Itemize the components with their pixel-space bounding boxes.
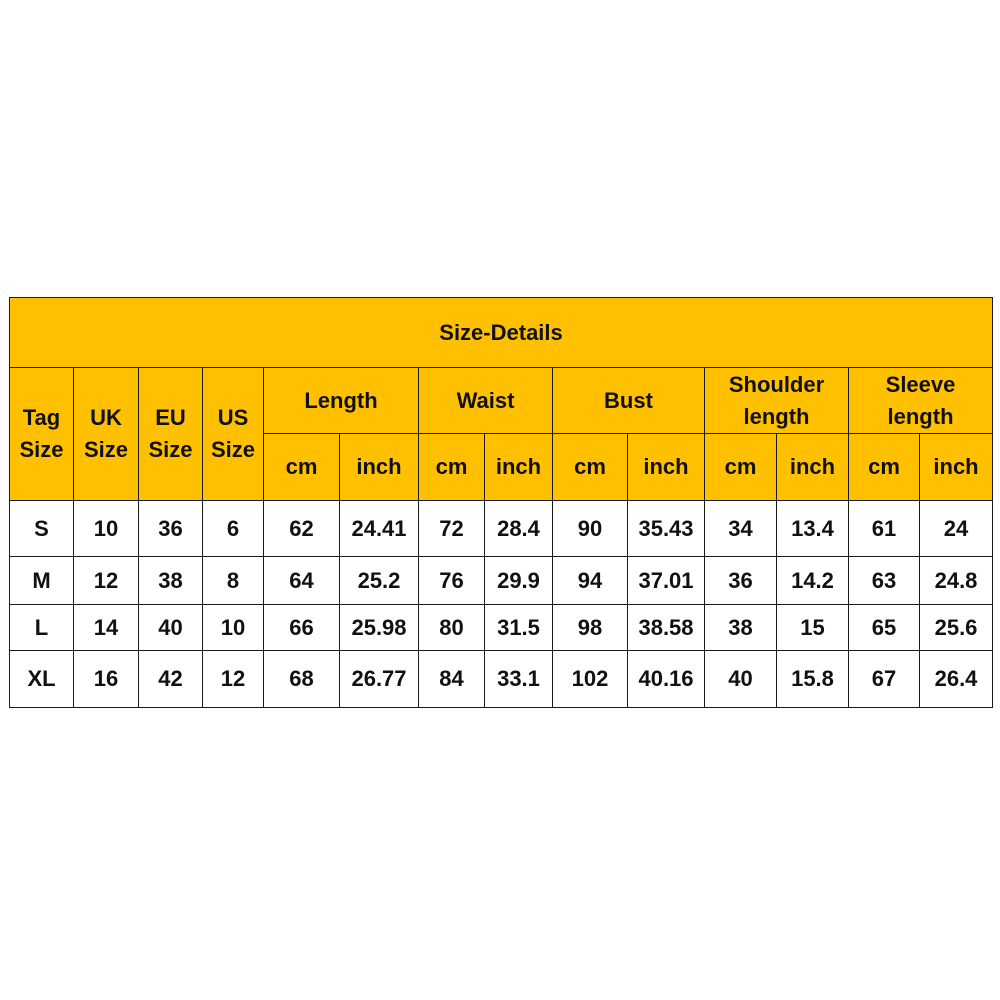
table-cell: 10: [203, 605, 264, 651]
table-title: Size-Details: [10, 298, 993, 368]
table-cell: 38: [705, 605, 777, 651]
unit-waist-cm: cm: [419, 434, 485, 501]
table-cell: 65: [849, 605, 920, 651]
header-uk-size-line2: Size: [83, 437, 129, 462]
table-cell: 14: [74, 605, 139, 651]
header-bust-label: Bust: [604, 387, 653, 413]
table-cell: 40.16: [628, 651, 705, 708]
table-cell: 42: [139, 651, 203, 708]
header-eu-size: [139, 368, 203, 501]
table-cell: 37.01: [628, 557, 705, 605]
table-cell: 34: [705, 501, 777, 557]
table-cell: 25.2: [340, 557, 419, 605]
table-cell: 72: [419, 501, 485, 557]
header-shoulder-length: [705, 368, 849, 434]
unit-waist-inch: inch: [485, 434, 553, 501]
table-cell: 80: [419, 605, 485, 651]
table-row: [10, 651, 993, 708]
header-sleeve-line1: Sleeve: [885, 371, 956, 397]
table-cell: 62: [264, 501, 340, 557]
header-length: [264, 368, 419, 434]
table-cell: 24.8: [920, 557, 993, 605]
header-sleeve-length: [849, 368, 993, 434]
table-cell: 8: [203, 557, 264, 605]
table-cell: 90: [553, 501, 628, 557]
unit-bust-inch: inch: [628, 434, 705, 501]
table-cell: 66: [264, 605, 340, 651]
table-cell: 10: [74, 501, 139, 557]
header-eu-size-line2: Size: [148, 437, 193, 462]
table-cell: 12: [203, 651, 264, 708]
unit-sleeve-cm: cm: [849, 434, 920, 501]
table-cell: 24.41: [340, 501, 419, 557]
table-cell: 13.4: [777, 501, 849, 557]
header-length-label: Length: [304, 387, 378, 413]
table-cell: 6: [203, 501, 264, 557]
header-uk-size-line1: UK: [90, 405, 122, 430]
table-row: [10, 501, 993, 557]
table-cell: 12: [74, 557, 139, 605]
table-cell: 67: [849, 651, 920, 708]
table-cell: 36: [705, 557, 777, 605]
table-cell: XL: [10, 651, 74, 708]
table-cell: 24: [920, 501, 993, 557]
header-us-size: [203, 368, 264, 501]
table-cell: 26.77: [340, 651, 419, 708]
unit-sleeve-inch: inch: [920, 434, 993, 501]
table-cell: 14.2: [777, 557, 849, 605]
unit-bust-cm: cm: [553, 434, 628, 501]
header-tag-size: [10, 368, 74, 501]
table-cell: 40: [139, 605, 203, 651]
table-cell: 68: [264, 651, 340, 708]
table-cell: L: [10, 605, 74, 651]
table-cell: 15: [777, 605, 849, 651]
header-eu-size-line1: EU: [155, 405, 186, 430]
unit-shoulder-inch: inch: [777, 434, 849, 501]
table-row: [10, 557, 993, 605]
table-cell: 102: [553, 651, 628, 708]
header-waist-label: Waist: [456, 387, 515, 413]
table-cell: 36: [139, 501, 203, 557]
table-cell: M: [10, 557, 74, 605]
table-row: [10, 605, 993, 651]
header-uk-size: [74, 368, 139, 501]
table-cell: 94: [553, 557, 628, 605]
size-details-table: [9, 297, 993, 708]
unit-length-inch: inch: [340, 434, 419, 501]
table-cell: 84: [419, 651, 485, 708]
header-us-size-line1: US: [217, 405, 249, 430]
table-cell: 98: [553, 605, 628, 651]
header-tag-size-line2: Size: [19, 437, 64, 462]
unit-shoulder-cm: cm: [705, 434, 777, 501]
header-us-size-line2: Size: [210, 437, 256, 462]
table-cell: 38: [139, 557, 203, 605]
table-cell: 64: [264, 557, 340, 605]
table-cell: 26.4: [920, 651, 993, 708]
table-cell: 61: [849, 501, 920, 557]
unit-length-cm: cm: [264, 434, 340, 501]
table-cell: 25.98: [340, 605, 419, 651]
table-cell: 31.5: [485, 605, 553, 651]
table-cell: 25.6: [920, 605, 993, 651]
table-cell: 33.1: [485, 651, 553, 708]
table-cell: 76: [419, 557, 485, 605]
table-cell: 28.4: [485, 501, 553, 557]
table-cell: 38.58: [628, 605, 705, 651]
table-cell: 16: [74, 651, 139, 708]
table-cell: 29.9: [485, 557, 553, 605]
header-shoulder-line1: Shoulder: [728, 371, 825, 397]
header-sleeve-line2: length: [887, 403, 954, 429]
header-shoulder-line2: length: [743, 403, 810, 429]
table-cell: 35.43: [628, 501, 705, 557]
header-tag-size-line1: Tag: [22, 405, 61, 430]
header-bust: [553, 368, 705, 434]
table-cell: 15.8: [777, 651, 849, 708]
header-waist: [419, 368, 553, 434]
table-cell: 63: [849, 557, 920, 605]
table-cell: 40: [705, 651, 777, 708]
table-cell: S: [10, 501, 74, 557]
